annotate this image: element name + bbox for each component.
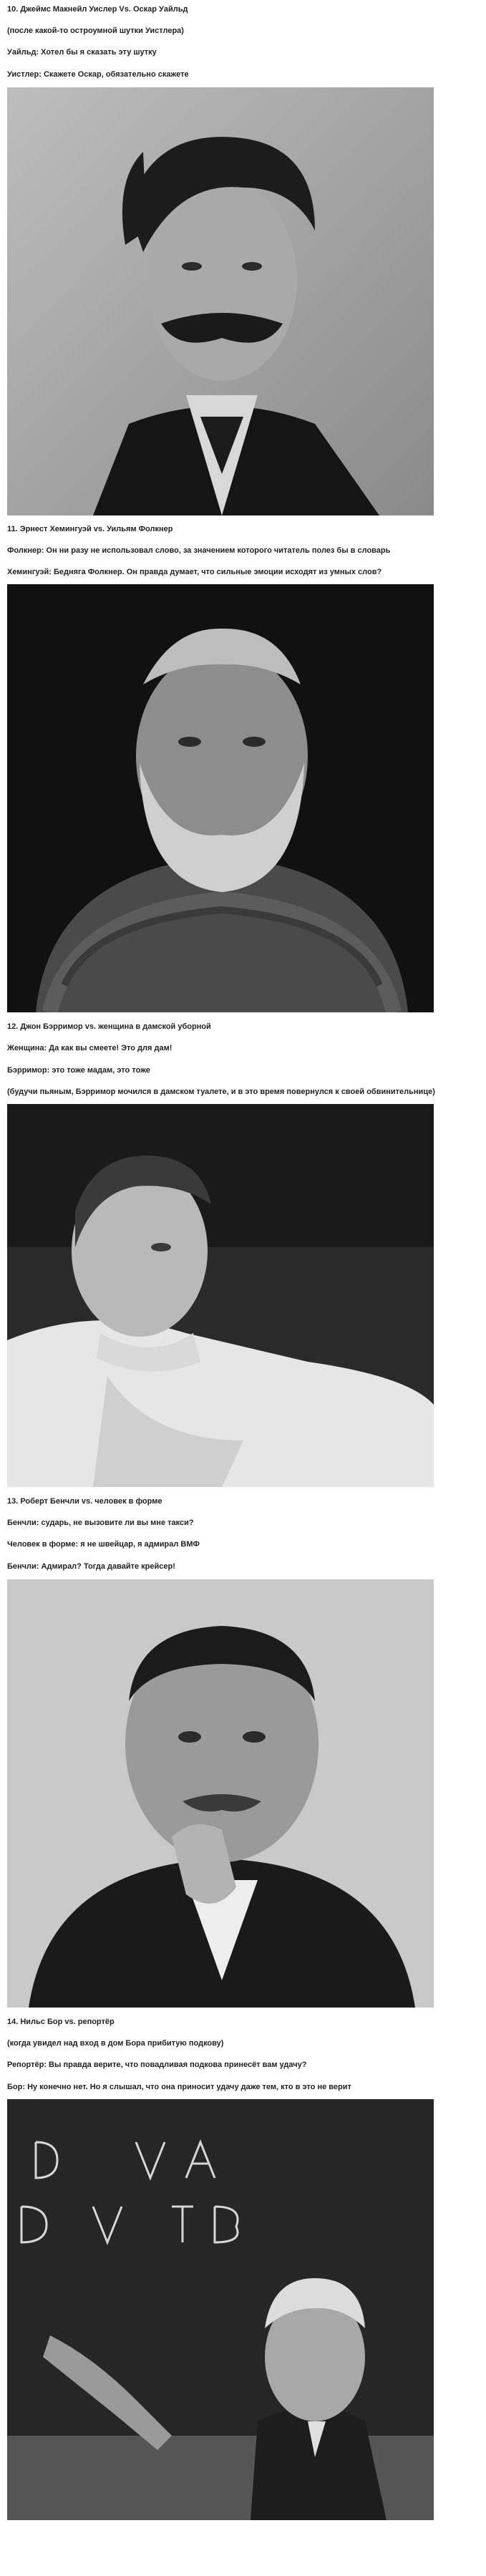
dialogue-line: (когда увидел над вход в дом Бора прибитую подкову)	[7, 2039, 224, 2048]
section-heading: 14. Нильс Бор vs. репортёр	[7, 2018, 115, 2026]
dialogue-line: Человек в форме: я не швейцар, я адмирал ВМФ	[7, 1540, 200, 1549]
section-heading: 10. Джеймс Макнейл Уислер Vs. Оскар Уайльд	[7, 5, 188, 14]
photo-benchley	[7, 1579, 434, 2008]
dialogue-line: Уистлер: Скажете Оскар, обязательно скажете	[7, 70, 189, 79]
portrait-barrymore-icon	[7, 1104, 434, 1487]
photo-barrymore	[7, 1104, 434, 1487]
photo-bohr	[7, 2099, 434, 2520]
section-heading: 12. Джон Бэрримор vs. женщина в дамской уборной	[7, 1022, 211, 1031]
portrait-hemingway-icon	[7, 584, 434, 1012]
section-heading: 13. Роберт Бенчли vs. человек в форме	[7, 1497, 162, 1506]
dialogue-line: Бенчли: Адмирал? Тогда давайте крейсер!	[7, 1562, 175, 1571]
section-heading: 11. Эрнест Хемингуэй vs. Уильям Фолкнер	[7, 525, 173, 533]
portrait-whistler-icon	[7, 87, 434, 515]
portrait-bohr-icon	[7, 2099, 434, 2520]
dialogue-line: Хемингуэй: Бедняга Фолкнер. Он правда думает, что сильные эмоции исходят из умных слов?	[7, 568, 382, 576]
dialogue-line: Бенчли: сударь, не вызовите ли вы мне такси?	[7, 1519, 194, 1527]
photo-hemingway	[7, 584, 434, 1012]
portrait-benchley-icon	[7, 1579, 434, 2008]
dialogue-line: (будучи пьяным, Бэрримор мочился в дамском туалете, и в это время повернулся к своей обвинительнице)	[7, 1088, 435, 1096]
dialogue-line: Репортёр: Вы правда верите, что повадливая подкова принесёт вам удачу?	[7, 2061, 307, 2069]
dialogue-line: (после какой-то остроумной шутки Уистлера)	[7, 26, 184, 35]
dialogue-line: Фолкнер: Он ни разу не использовал слово, за значением которого читатель полез бы в словарь	[7, 546, 391, 555]
dialogue-line: Бэрримор: это тоже мадам, это тоже	[7, 1066, 150, 1075]
photo-whistler	[7, 87, 434, 515]
dialogue-line: Уайльд: Хотел бы я сказать эту шутку	[7, 48, 157, 57]
dialogue-line: Женщина: Да как вы смеете! Это для дам!	[7, 1044, 172, 1052]
dialogue-line: Бор: Ну конечно нет. Но я слышал, что она приносит удачу даже тем, кто в это не верит	[7, 2083, 351, 2091]
